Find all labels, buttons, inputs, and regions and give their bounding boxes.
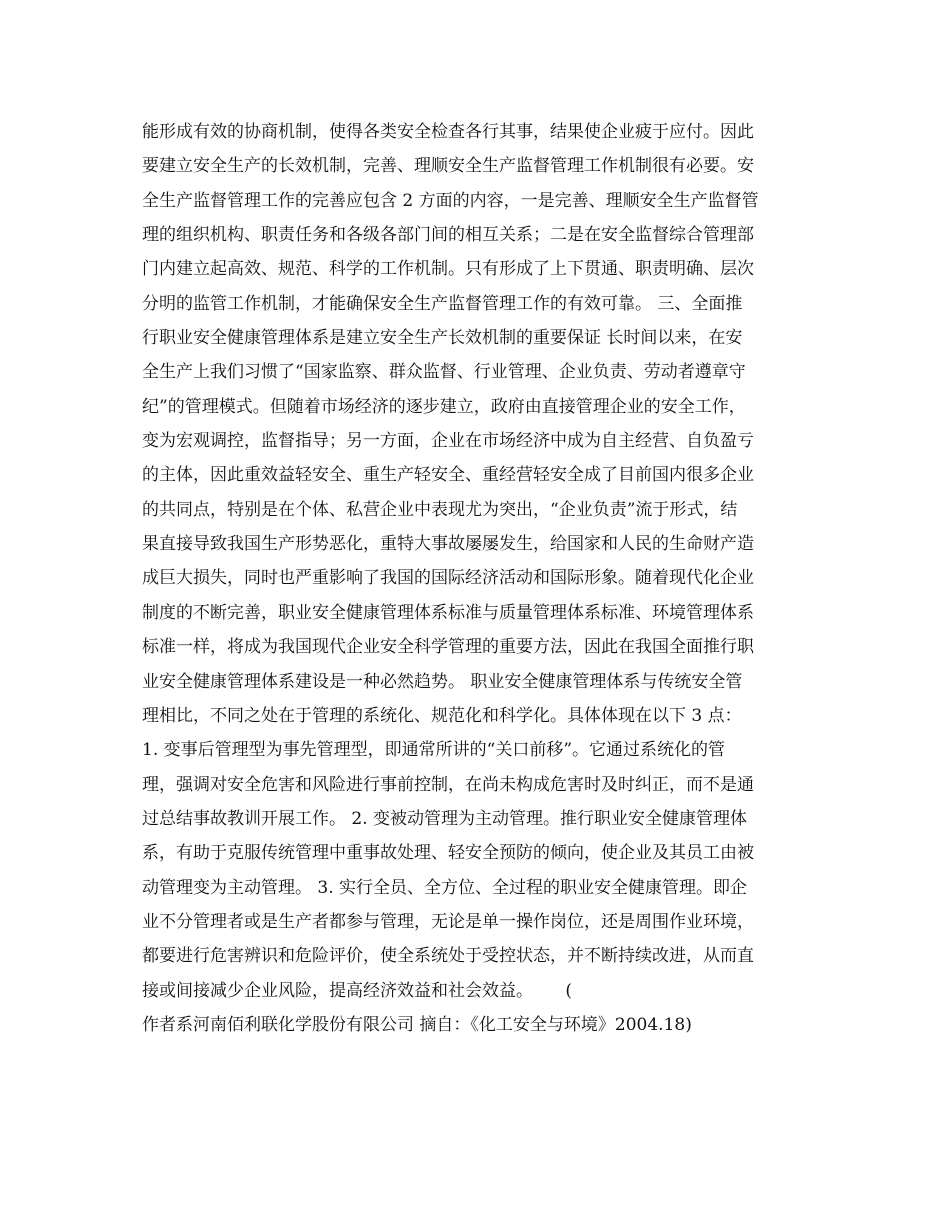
text-line: 1. 变事后管理型为事先管理型，即通常所讲的“关口前移”。它通过系统化的管 [142, 740, 726, 761]
text-line: 都要进行危害辨识和危险评价，使全系统处于受控状态，并不断持续改进，从而直 [142, 946, 754, 967]
text-line: 的主体，因此重效益轻安全、重生产轻安全、重经营轻安全成了目前国内很多企业 [142, 465, 754, 486]
text-line: 理相比，不同之处在于管理的系统化、规范化和科学化。具体体现在以下 3 点： [142, 705, 742, 726]
text-line: 接或间接减少企业风险，提高经济效益和社会效益。 ( [142, 980, 573, 1001]
text-line: 制度的不断完善，职业安全健康管理体系标准与质量管理体系标准、环境管理体系 [142, 602, 754, 623]
text-line: 能形成有效的协商机制，使得各类安全检查各行其事，结果使企业疲于应付。因此 [142, 122, 754, 142]
text-line: 理，强调对安全危害和风险进行事前控制，在尚未构成危害时及时纠正，而不是通 [142, 774, 754, 795]
text-line: 标准一样，将成为我国现代企业安全科学管理的重要方法，因此在我国全面推行职 [142, 637, 754, 658]
text-line: 变为宏观调控，监督指导；另一方面，企业在市场经济中成为自主经营、自负盈亏 [142, 431, 754, 452]
text-line: 全生产上我们习惯了“国家监察、群众监督、行业管理、企业负责、劳动者遵章守 [142, 362, 746, 383]
text-line: 行职业安全健康管理体系是建立安全生产长效机制的重要保证 长时间以来，在安 [142, 328, 743, 349]
text-line: 纪”的管理模式。但随着市场经济的逐步建立，政府由直接管理企业的安全工作， [142, 396, 746, 417]
text-line: 的共同点，特别是在个体、私营企业中表现尤为突出，“企业负责”流于形式，结 [142, 499, 738, 520]
text-line: 理的组织机构、职责任务和各级各部门间的相互关系；二是在安全监督综合管理部 [142, 225, 754, 246]
text-line: 分明的监管工作机制，才能确保安全生产监督管理工作的有效可靠。 三、全面推 [142, 293, 743, 314]
text-line: 作者系河南佰利联化学股份有限公司 摘自：《化工安全与环境》2004.18) [142, 1014, 692, 1035]
text-line: 过总结事故教训开展工作。 2. 变被动管理为主动管理。推行职业安全健康管理体 [142, 808, 748, 829]
text-line: 系，有助于克服传统管理中重事故处理、轻安全预防的倾向，使企业及其员工由被 [142, 843, 754, 864]
text-line: 全生产监督管理工作的完善应包含 2 方面的内容，一是完善、理顺安全生产监督管 [142, 190, 759, 211]
text-line: 动管理变为主动管理。 3. 实行全员、全方位、全过程的职业安全健康管理。即企 [142, 877, 748, 898]
text-line: 业不分管理者或是生产者都参与管理，无论是单一操作岗位，还是周围作业环境， [142, 911, 754, 932]
article-body [142, 115, 812, 1042]
text-line: 果直接导致我国生产形势恶化，重特大事故屡屡发生，给国家和人民的生命财产造 [142, 534, 754, 555]
text-line: 成巨大损失，同时也严重影响了我国的国际经济活动和国际形象。随着现代化企业 [142, 568, 754, 589]
text-line: 业安全健康管理体系建设是一种必然趋势。 职业安全健康管理体系与传统安全管 [142, 671, 743, 692]
text-line: 门内建立起高效、规范、科学的工作机制。只有形成了上下贯通、职责明确、层次 [142, 259, 754, 280]
text-line: 要建立安全生产的长效机制，完善、理顺安全生产监督管理工作机制很有必要。安 [142, 156, 754, 177]
